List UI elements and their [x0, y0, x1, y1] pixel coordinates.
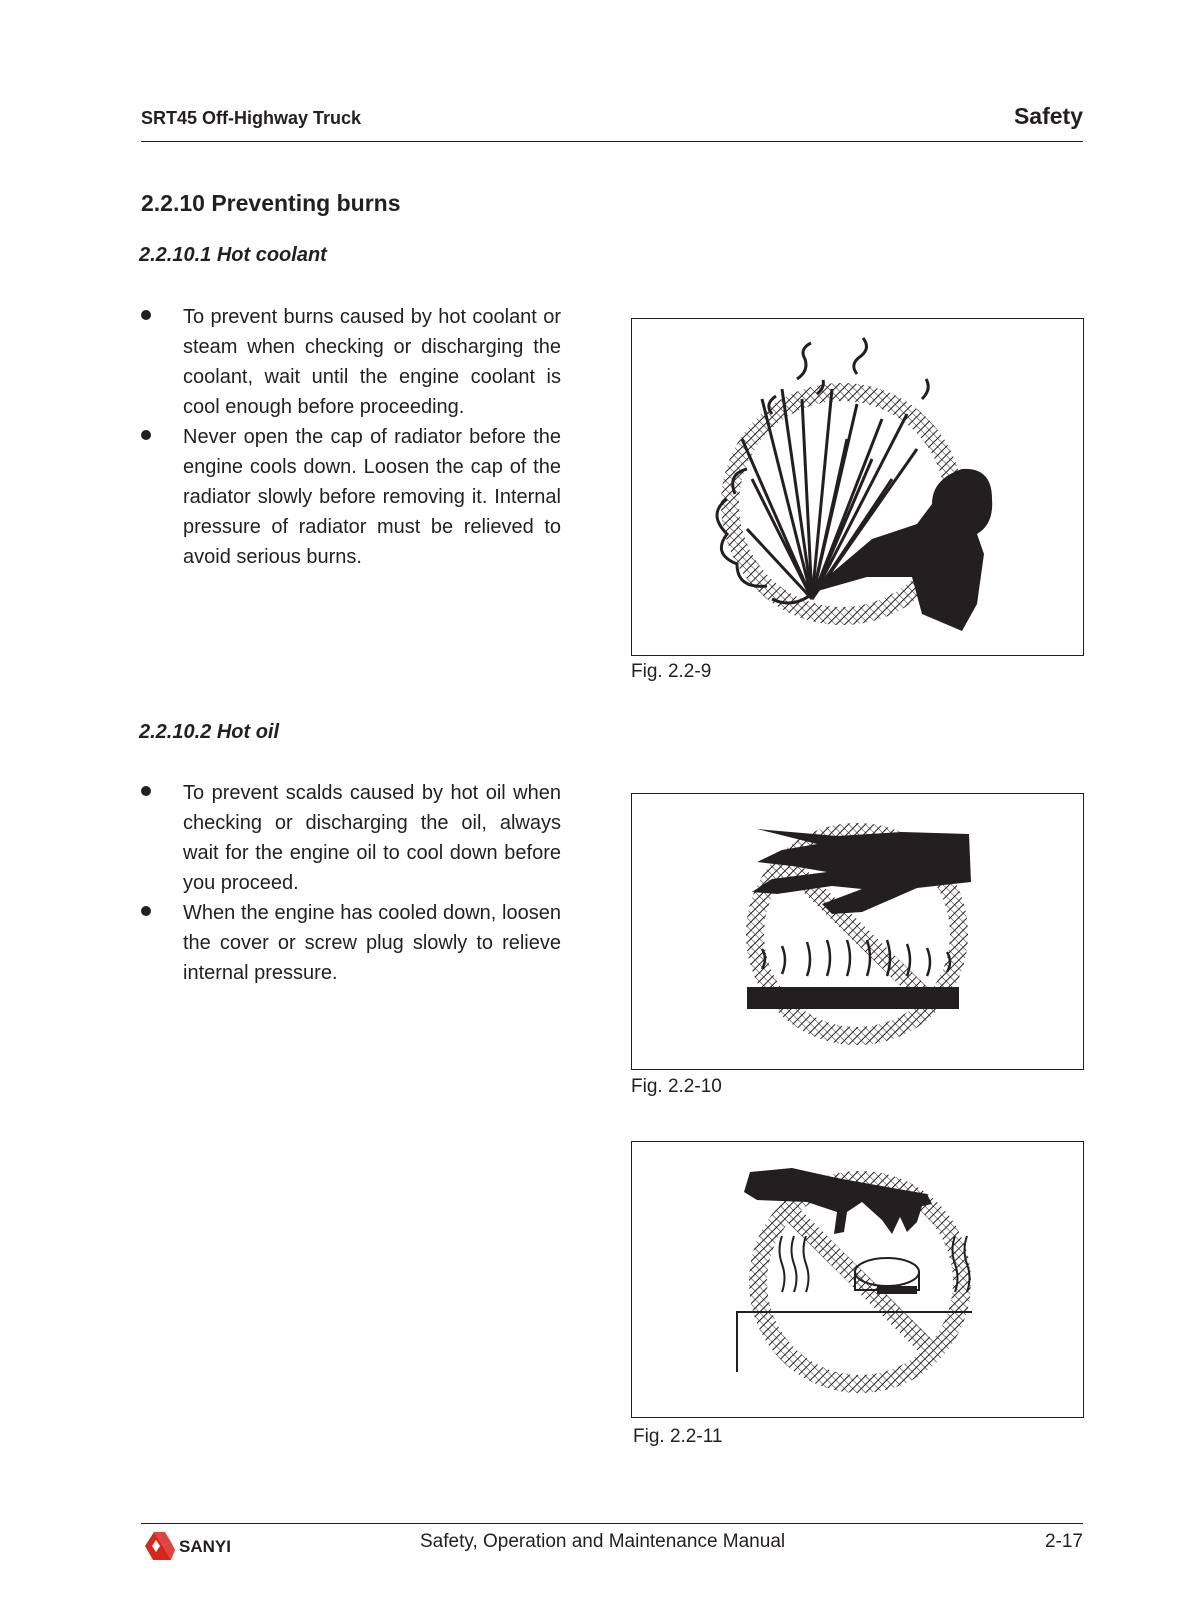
bullet-list-hot-coolant: [141, 302, 561, 572]
figure-hot-surface-hand: [631, 793, 1084, 1070]
figure-hot-cap-hand: [631, 1141, 1084, 1418]
section-heading: 2.2.10 Preventing burns: [141, 190, 401, 216]
logo-wordmark: SANYI: [179, 1537, 231, 1556]
figure-hot-coolant-steam: [631, 318, 1084, 656]
bullet-text: When the engine has cooled down, loosen the cover or screw plug slowly to relieve internal pressure.: [183, 902, 561, 984]
subsection-heading-hot-oil: 2.2.10.2 Hot oil: [139, 721, 280, 743]
steam-burn-warning-icon: [632, 319, 1083, 655]
footer-divider: [141, 1523, 1083, 1524]
bullet-text: To prevent burns caused by hot coolant or steam when checking or discharging the coolant, wait until the engine coolant is cool enough before proceeding.: [183, 306, 561, 418]
header-doc-title: SRT45 Off-Highway Truck: [141, 108, 362, 128]
no-open-hot-cap-icon: [632, 1142, 1083, 1417]
figure-caption: Fig. 2.2-11: [633, 1426, 723, 1447]
header-divider: [141, 141, 1083, 142]
bullet-icon: [141, 786, 151, 796]
no-touch-hot-surface-icon: [632, 794, 1083, 1069]
list-item: [141, 898, 561, 988]
bullet-list-hot-oil: [141, 778, 561, 988]
header-section-name: Safety: [1013, 103, 1083, 129]
list-item: [141, 778, 561, 898]
footer-manual-title: Safety, Operation and Maintenance Manual: [420, 1531, 786, 1552]
subsection-heading-hot-coolant: 2.2.10.1 Hot coolant: [139, 244, 327, 266]
bullet-icon: [141, 430, 151, 440]
list-item: [141, 302, 561, 422]
bullet-icon: [141, 310, 151, 320]
figure-caption: Fig. 2.2-9: [631, 661, 712, 682]
sanyi-logo-icon: [141, 1530, 247, 1562]
bullet-icon: [141, 906, 151, 916]
bullet-text: Never open the cap of radiator before the engine cools down. Loosen the cap of the radiator slowly before removing it. Internal pressure of radiator must be relieved to avoid serious burns.: [183, 426, 561, 568]
list-item: [141, 422, 561, 572]
bullet-text: To prevent scalds caused by hot oil when checking or discharging the oil, always wait for the engine oil to cool down before you proceed.: [183, 782, 561, 894]
footer-page-number: 2-17: [1044, 1531, 1083, 1552]
brand-logo: [141, 1530, 247, 1562]
figure-caption: Fig. 2.2-10: [631, 1076, 722, 1097]
